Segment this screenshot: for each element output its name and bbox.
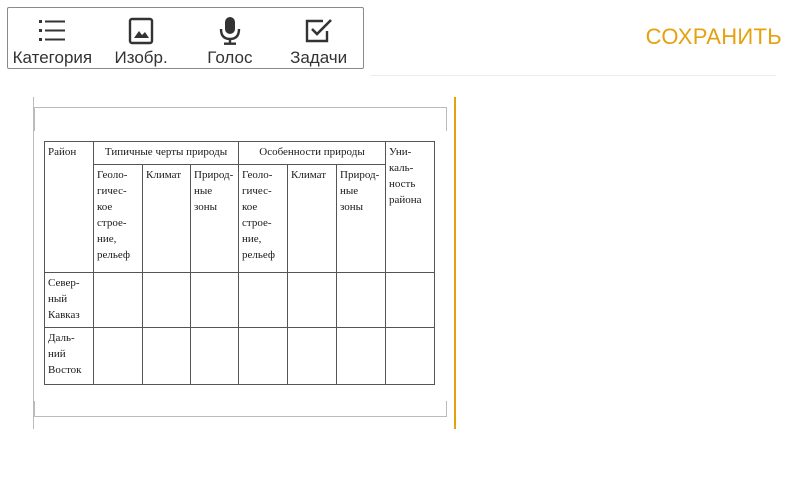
header-unique: Уни- каль- ность района <box>386 142 435 273</box>
table-cell <box>239 327 288 384</box>
table-cell <box>239 272 288 327</box>
table-header-row <box>45 142 435 165</box>
image-icon <box>126 16 156 46</box>
toolbar-category-button[interactable] <box>8 8 97 68</box>
toolbar-voice-label: Голос <box>207 48 253 67</box>
table-cell <box>337 327 386 384</box>
table-row <box>45 327 435 384</box>
table-cell <box>191 272 239 327</box>
editor-toolbar <box>7 7 364 69</box>
subheader-zones: Природ- ные зоны <box>191 164 239 272</box>
toolbar-tasks-label: Задачи <box>290 48 348 67</box>
table-cell <box>94 327 143 384</box>
toolbar-tasks-button[interactable] <box>274 8 363 68</box>
checkbox-icon <box>304 16 334 46</box>
row-label: Север- ный Кавказ <box>45 272 94 327</box>
subheader-zones: Природ- ные зоны <box>337 164 386 272</box>
table-row <box>45 272 435 327</box>
header-region: Район <box>45 142 94 273</box>
attached-image[interactable] <box>33 97 453 429</box>
table-cell <box>386 272 435 327</box>
image-frame-top <box>34 107 447 131</box>
document-table <box>44 141 435 385</box>
header-divider <box>370 75 776 76</box>
table-cell <box>143 272 191 327</box>
row-label: Даль- ний Восток <box>45 327 94 384</box>
subheader-geo: Геоло- гичес- кое строе- ние, рельеф <box>239 164 288 272</box>
save-button[interactable]: СОХРАНИТЬ <box>645 24 782 49</box>
toolbar-image-button[interactable] <box>97 8 186 68</box>
toolbar-image-label: Изобр. <box>114 48 168 67</box>
microphone-icon <box>215 16 245 46</box>
table-subheader-row <box>45 164 435 272</box>
header-features: Особенности природы <box>239 142 386 165</box>
subheader-geo: Геоло- гичес- кое строе- ние, рельеф <box>94 164 143 272</box>
table-cell <box>386 327 435 384</box>
table-cell <box>94 272 143 327</box>
table-cell <box>143 327 191 384</box>
subheader-climate: Климат <box>288 164 337 272</box>
table-cell <box>288 327 337 384</box>
subheader-climate: Климат <box>143 164 191 272</box>
toolbar-category-label: Категория <box>12 48 93 67</box>
header-typical: Типичные черты природы <box>94 142 239 165</box>
toolbar-voice-button[interactable] <box>186 8 275 68</box>
table-cell <box>288 272 337 327</box>
list-icon <box>37 16 67 46</box>
table-cell <box>191 327 239 384</box>
table-cell <box>337 272 386 327</box>
text-cursor <box>454 97 456 429</box>
image-frame-bottom <box>34 401 447 417</box>
